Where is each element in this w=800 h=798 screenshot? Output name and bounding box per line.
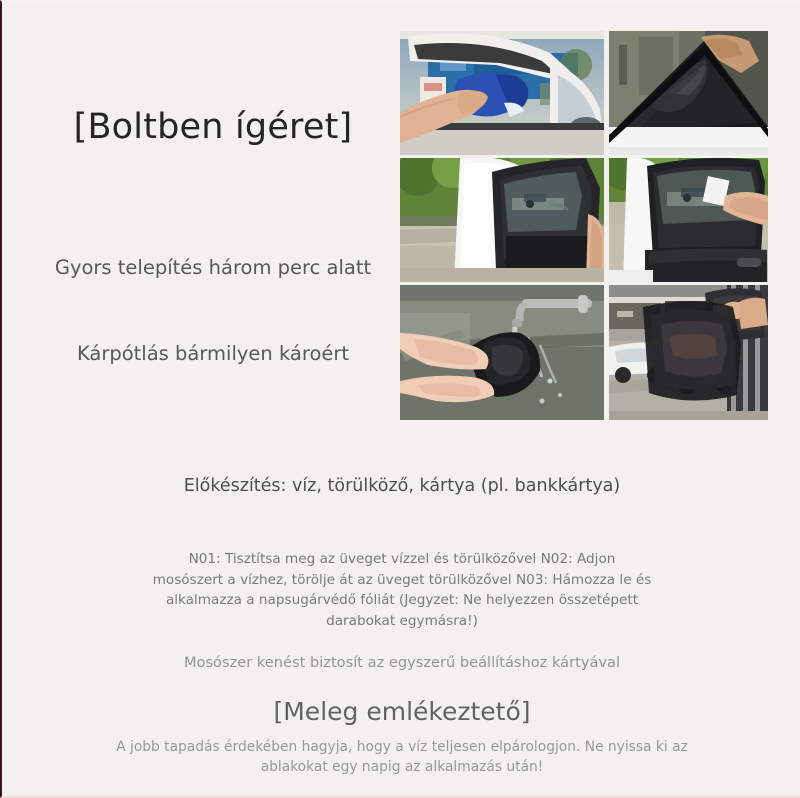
peeling-film-illustration <box>609 31 768 155</box>
top-promo-section <box>2 2 800 442</box>
steps-paragraph: N01: Tisztítsa meg az üveget vízzel és törülközővel N02: Adjon mosószert a vízhez, törölje át az üveget törülközővel N03: Hámozza le és alkalmazza a napsugárvédő fóliát (Jegyzet: Ne helyezzen összetépett darabokat egymásra!) <box>152 551 652 629</box>
page-title: [Boltben ígéret] <box>73 107 353 147</box>
preparation-line: Előkészítés: víz, törülköző, kártya (pl. bankkártya) <box>183 476 621 496</box>
washing-film-illustration <box>400 285 604 420</box>
photo-tinted-window-on-white-car <box>400 158 604 282</box>
promo-subtitle-install-speed: Gyors telepítés három perc alatt <box>54 256 372 279</box>
detergent-note: Mosószer kenést biztosít az egyszerű beállításhoz kártyával <box>183 654 621 671</box>
promo-copy-block <box>38 22 388 422</box>
photo-holding-up-tint-film-sheet <box>609 285 768 420</box>
reminder-heading: [Meleg emlékeztető] <box>273 697 531 726</box>
photo-washing-film-under-faucet <box>400 285 604 420</box>
wiping-window-illustration <box>400 31 604 155</box>
photo-peeling-tint-film-backing <box>609 31 768 155</box>
card-smoothing-illustration <box>609 158 768 282</box>
photo-smoothing-film-with-card <box>609 158 768 282</box>
product-photo-grid <box>400 31 768 422</box>
tinted-window-illustration <box>400 158 604 282</box>
photo-wiping-car-window-with-blue-cloth <box>400 31 604 155</box>
promo-subtitle-compensation: Kárpótlás bármilyen károért <box>76 342 350 365</box>
reminder-paragraph: A jobb tapadás érdekében hagyja, hogy a víz teljesen elpárologjon. Ne nyissa ki az ablakokat egy napig az alkalmazás után! <box>116 739 688 775</box>
holding-film-illustration <box>609 285 768 420</box>
